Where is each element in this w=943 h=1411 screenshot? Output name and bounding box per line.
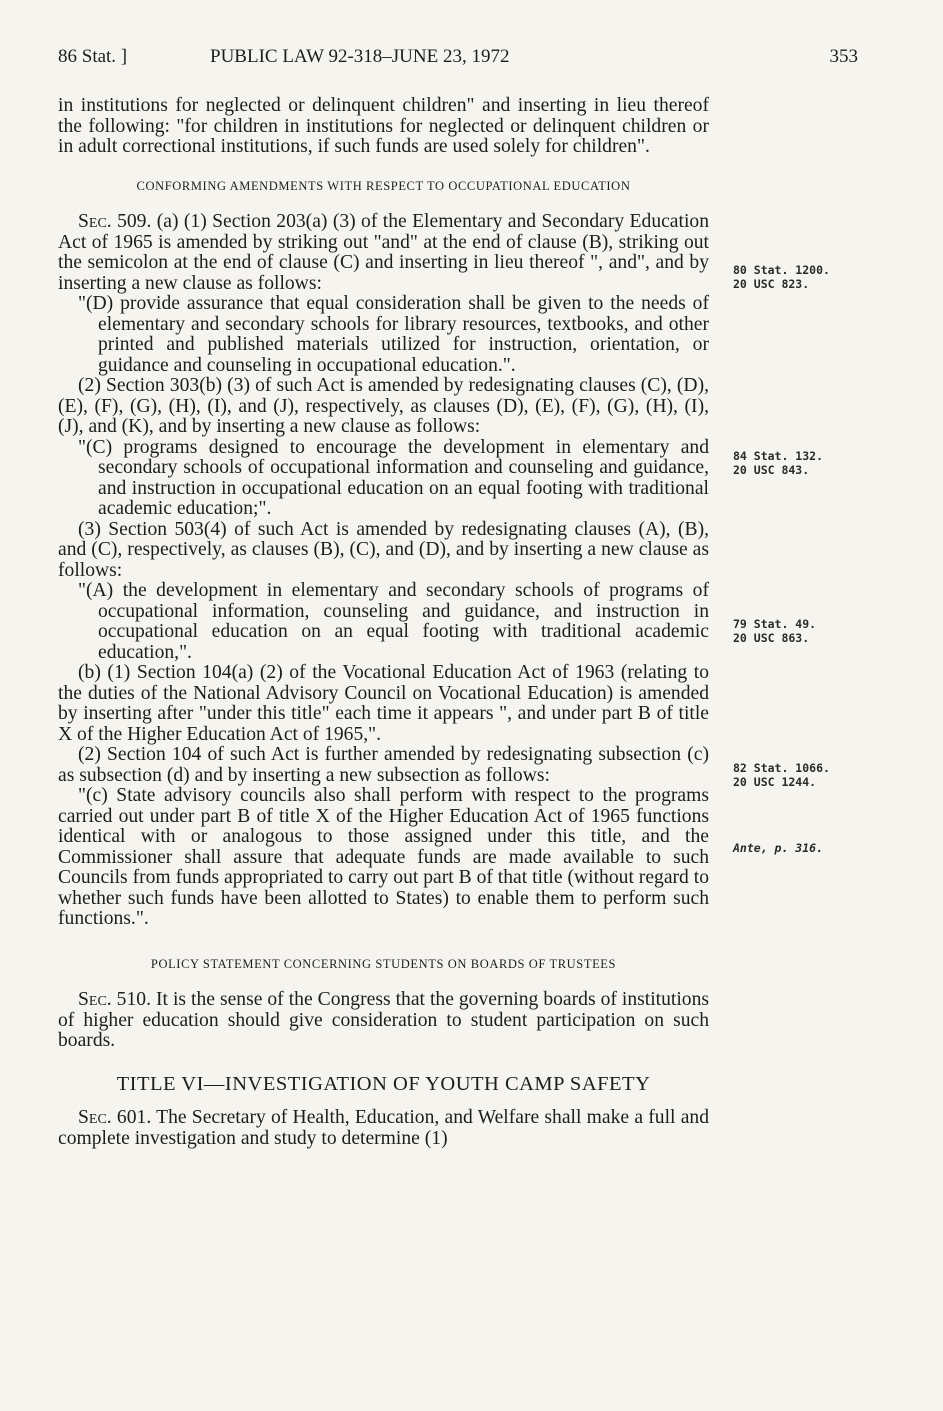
section-601	[58, 1108, 709, 1149]
document-body	[58, 96, 709, 1149]
page-header	[58, 46, 858, 76]
section-heading-policy: POLICY STATEMENT CONCERNING STUDENTS ON BOARDS OF TRUSTEES	[150, 956, 617, 971]
paragraph-b1: (b) (1) Section 104(a) (2) of the Vocational Education Act of 1963 (relating to the duties of the National Advisory Council on Vocational Education) is amended by inserting after "under this title" each time it appears ", and under part B of title X of the Higher Education Act of 1965,".	[58, 662, 709, 745]
citation-usc: 20 USC 823.	[733, 276, 810, 291]
section-label: Sec.	[78, 989, 112, 1010]
section-509-text: 509. (a) (1) Section 203(a) (3) of the Elementary and Secondary Education Act of 1965 is amended by striking out "and" at the end of clause (B), striking out the semicolon at the end of clause (C) and inserting in lieu thereof ", and", and by inserting a new clause as follows:	[58, 211, 709, 294]
citation-usc: 20 USC 1244.	[733, 774, 817, 789]
section-601-text: 601. The Secretary of Health, Education, and Welfare shall make a full and complete investigation and study to determine (1)	[58, 1107, 709, 1149]
margin-citation	[733, 450, 853, 477]
paragraph-a2: (2) Section 303(b) (3) of such Act is amended by redesignating clauses (C), (D), (E), (F), (G), (H), (I), and (J), respectively, as clauses (D), (E), (F), (G), (H), (I), (J), and (K), and by inserting a new clause as follows:	[58, 375, 709, 437]
section-510	[58, 990, 709, 1052]
law-title: PUBLIC LAW 92-318–JUNE 23, 1972	[210, 46, 510, 67]
quoted-subsection-c: "(c) State advisory councils also shall perform with respect to the programs carried out under part B of title X of the Higher Education Act of 1965 functions identical with or analogous to those assigned under this title, and the Commissioner shall assure that adequate funds are made available to such Councils from funds appropriated to carry out part B of that title (without regard to whether such funds have been allotted to States) to enable them to perform such functions.".	[58, 785, 709, 929]
margin-citation	[733, 842, 853, 856]
citation-stat: 79 Stat. 49.	[733, 617, 817, 631]
quoted-clause-a: "(A) the development in elementary and secondary schools of programs of occupational information, counseling and guidance, and instruction in occupational education on an equal footing with traditional academic education,".	[78, 580, 709, 663]
margin-citation	[733, 618, 853, 645]
volume-reference: 86 Stat. ]	[58, 46, 128, 67]
citation-ante: Ante, p. 316.	[733, 841, 824, 855]
citation-stat: 80 Stat. 1200.	[733, 263, 830, 277]
citation-usc: 20 USC 863.	[733, 630, 810, 645]
quoted-clause-c: "(C) programs designed to encourage the development in elementary and secondary schools of occupational information and counseling and guidance, and instruction in occupational education on an equal footing with traditional academic education;".	[78, 436, 709, 519]
citation-stat: 84 Stat. 132.	[733, 449, 824, 463]
section-label: Sec.	[78, 1107, 112, 1128]
quoted-clause-d: "(D) provide assurance that equal consideration shall be given to the needs of elementary and secondary schools for library resources, textbooks, and other printed and published materials utilized for instruction, orientation, or guidance and counseling in occupational education.".	[78, 293, 709, 376]
section-509	[58, 212, 709, 294]
margin-citation	[733, 264, 853, 291]
margin-citation	[733, 762, 853, 789]
title-vi-heading: TITLE VI—INVESTIGATION OF YOUTH CAMP SAFETY	[116, 1072, 651, 1095]
paragraph-b2: (2) Section 104 of such Act is further amended by redesignating subsection (c) as subsection (d) and by inserting a new subsection as follows:	[58, 744, 709, 786]
paragraph-a3: (3) Section 503(4) of such Act is amended by redesignating clauses (A), (B), and (C), respectively, as clauses (B), (C), and (D), and by inserting a new clause as follows:	[58, 518, 709, 581]
section-510-text: 510. It is the sense of the Congress that the governing boards of institutions of higher education should give consideration to student participation on such boards.	[58, 989, 709, 1051]
paragraph-continued: in institutions for neglected or delinquent children" and inserting in lieu thereof the following: "for children in institutions for neglected or delinquent children or in adult correctional institutions, if such funds are used solely for children".	[58, 95, 709, 157]
citation-stat: 82 Stat. 1066.	[733, 761, 830, 775]
section-label: Sec.	[78, 211, 112, 232]
page-number: 353	[829, 46, 858, 67]
section-heading-occupational: CONFORMING AMENDMENTS WITH RESPECT TO OCCUPATIONAL EDUCATION	[136, 178, 631, 193]
citation-usc: 20 USC 843.	[733, 462, 810, 477]
